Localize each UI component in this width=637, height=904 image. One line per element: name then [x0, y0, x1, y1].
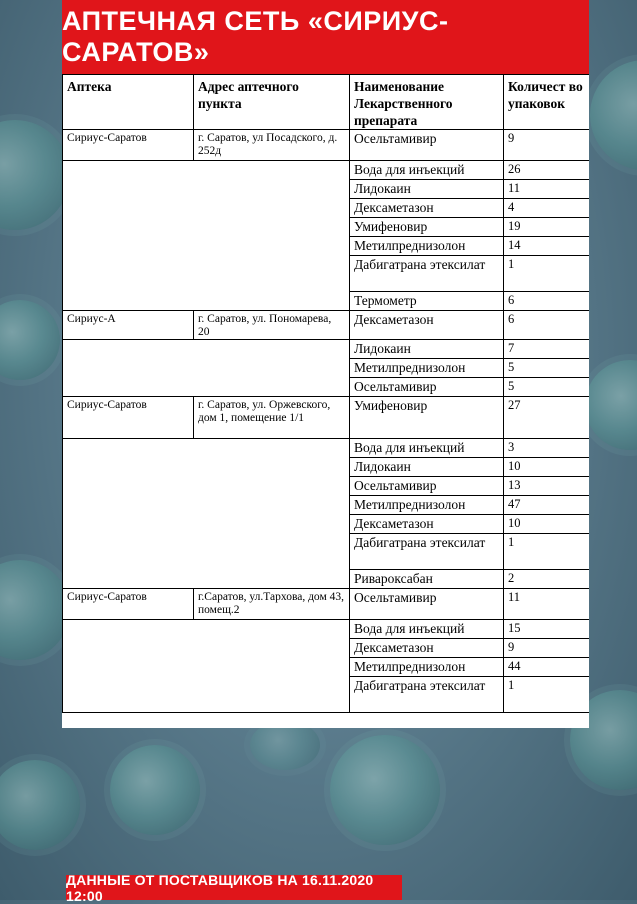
drug-name-cell: Лидокаин	[350, 340, 504, 359]
empty-merged-cell	[63, 439, 350, 589]
drug-name-cell: Дабигатрана этексилат	[350, 677, 504, 713]
column-header-address: Адрес аптечного пункта	[194, 75, 350, 130]
column-header-quantity: Количест во упаковок	[504, 75, 590, 130]
drug-name-cell: Дексаметазон	[350, 199, 504, 218]
package-count-cell: 6	[504, 292, 590, 311]
drug-name-cell: Метилпреднизолон	[350, 496, 504, 515]
table-row	[63, 589, 590, 620]
package-count-cell: 2	[504, 570, 590, 589]
empty-merged-cell	[63, 161, 350, 311]
pharmacy-address-cell: г. Саратов, ул. Оржевского, дом 1, помещение 1/1	[194, 397, 350, 439]
package-count-cell: 26	[504, 161, 590, 180]
virus-illustration	[0, 760, 80, 850]
drug-name-cell: Вода для инъекций	[350, 161, 504, 180]
table-row	[63, 161, 590, 180]
package-count-cell: 6	[504, 311, 590, 340]
page-title-banner	[62, 0, 589, 74]
pharmacy-name-cell: Сириус-Саратов	[63, 397, 194, 439]
package-count-cell: 13	[504, 477, 590, 496]
data-date-banner	[66, 871, 402, 904]
virus-illustration	[0, 560, 70, 660]
drug-name-cell: Ривароксабан	[350, 570, 504, 589]
package-count-cell: 1	[504, 534, 590, 570]
empty-merged-cell	[63, 620, 350, 713]
package-count-cell: 9	[504, 130, 590, 161]
package-count-cell: 9	[504, 639, 590, 658]
package-count-cell: 19	[504, 218, 590, 237]
virus-illustration	[590, 60, 637, 170]
data-date-text: ДАННЫЕ ОТ ПОСТАВЩИКОВ НА 16.11.2020 12:00	[66, 871, 374, 904]
empty-merged-cell	[63, 340, 350, 397]
virus-illustration	[110, 745, 200, 835]
column-header-drug: Наименование Лекарственного препарата	[350, 75, 504, 130]
pharmacy-name-cell: Сириус-Саратов	[63, 130, 194, 161]
package-count-cell: 10	[504, 515, 590, 534]
pharmacy-address-cell: г. Саратов, ул. Пономарева, 20	[194, 311, 350, 340]
drug-name-cell: Осельтамивир	[350, 589, 504, 620]
package-count-cell: 1	[504, 256, 590, 292]
package-count-cell: 7	[504, 340, 590, 359]
package-count-cell: 47	[504, 496, 590, 515]
table-header-row	[63, 75, 590, 130]
table-row	[63, 397, 590, 439]
package-count-cell: 27	[504, 397, 590, 439]
package-count-cell: 3	[504, 439, 590, 458]
drug-name-cell: Осельтамивир	[350, 130, 504, 161]
pharmacy-address-cell: г.Саратов, ул.Тархова, дом 43, помещ.2	[194, 589, 350, 620]
pharmacy-address-cell: г. Саратов, ул Посадского, д. 252д	[194, 130, 350, 161]
drug-name-cell: Дексаметазон	[350, 639, 504, 658]
package-count-cell: 44	[504, 658, 590, 677]
table-row	[63, 340, 590, 359]
package-count-cell: 5	[504, 359, 590, 378]
package-count-cell: 15	[504, 620, 590, 639]
drug-name-cell: Метилпреднизолон	[350, 658, 504, 677]
pharmacy-name-cell: Сириус-А	[63, 311, 194, 340]
package-count-cell: 11	[504, 180, 590, 199]
drug-name-cell: Дабигатрана этексилат	[350, 534, 504, 570]
package-count-cell: 5	[504, 378, 590, 397]
drug-name-cell: Термометр	[350, 292, 504, 311]
drug-name-cell: Вода для инъекций	[350, 439, 504, 458]
drug-name-cell: Дексаметазон	[350, 311, 504, 340]
package-count-cell: 14	[504, 237, 590, 256]
drug-name-cell: Осельтамивир	[350, 378, 504, 397]
drug-name-cell: Лидокаин	[350, 458, 504, 477]
table-body	[63, 130, 590, 713]
drug-name-cell: Дабигатрана этексилат	[350, 256, 504, 292]
table-row	[63, 439, 590, 458]
drug-name-cell: Умифеновир	[350, 218, 504, 237]
virus-illustration	[585, 360, 637, 450]
drug-name-cell: Вода для инъекций	[350, 620, 504, 639]
page-title: АПТЕЧНАЯ СЕТЬ «СИРИУС-САРАТОВ»	[62, 6, 449, 67]
package-count-cell: 4	[504, 199, 590, 218]
column-header-pharmacy: Аптека	[63, 75, 194, 130]
table-row	[63, 311, 590, 340]
drug-name-cell: Лидокаин	[350, 180, 504, 199]
package-count-cell: 10	[504, 458, 590, 477]
document-sheet	[62, 74, 589, 728]
virus-illustration	[330, 735, 440, 845]
drug-name-cell: Метилпреднизолон	[350, 237, 504, 256]
table-row	[63, 620, 590, 639]
package-count-cell: 1	[504, 677, 590, 713]
virus-illustration	[0, 120, 70, 230]
virus-illustration	[0, 300, 60, 380]
drug-name-cell: Осельтамивир	[350, 477, 504, 496]
table-row	[63, 130, 590, 161]
drug-name-cell: Умифеновир	[350, 397, 504, 439]
pharmacy-stock-table	[62, 74, 589, 713]
package-count-cell: 11	[504, 589, 590, 620]
pharmacy-name-cell: Сириус-Саратов	[63, 589, 194, 620]
drug-name-cell: Метилпреднизолон	[350, 359, 504, 378]
drug-name-cell: Дексаметазон	[350, 515, 504, 534]
